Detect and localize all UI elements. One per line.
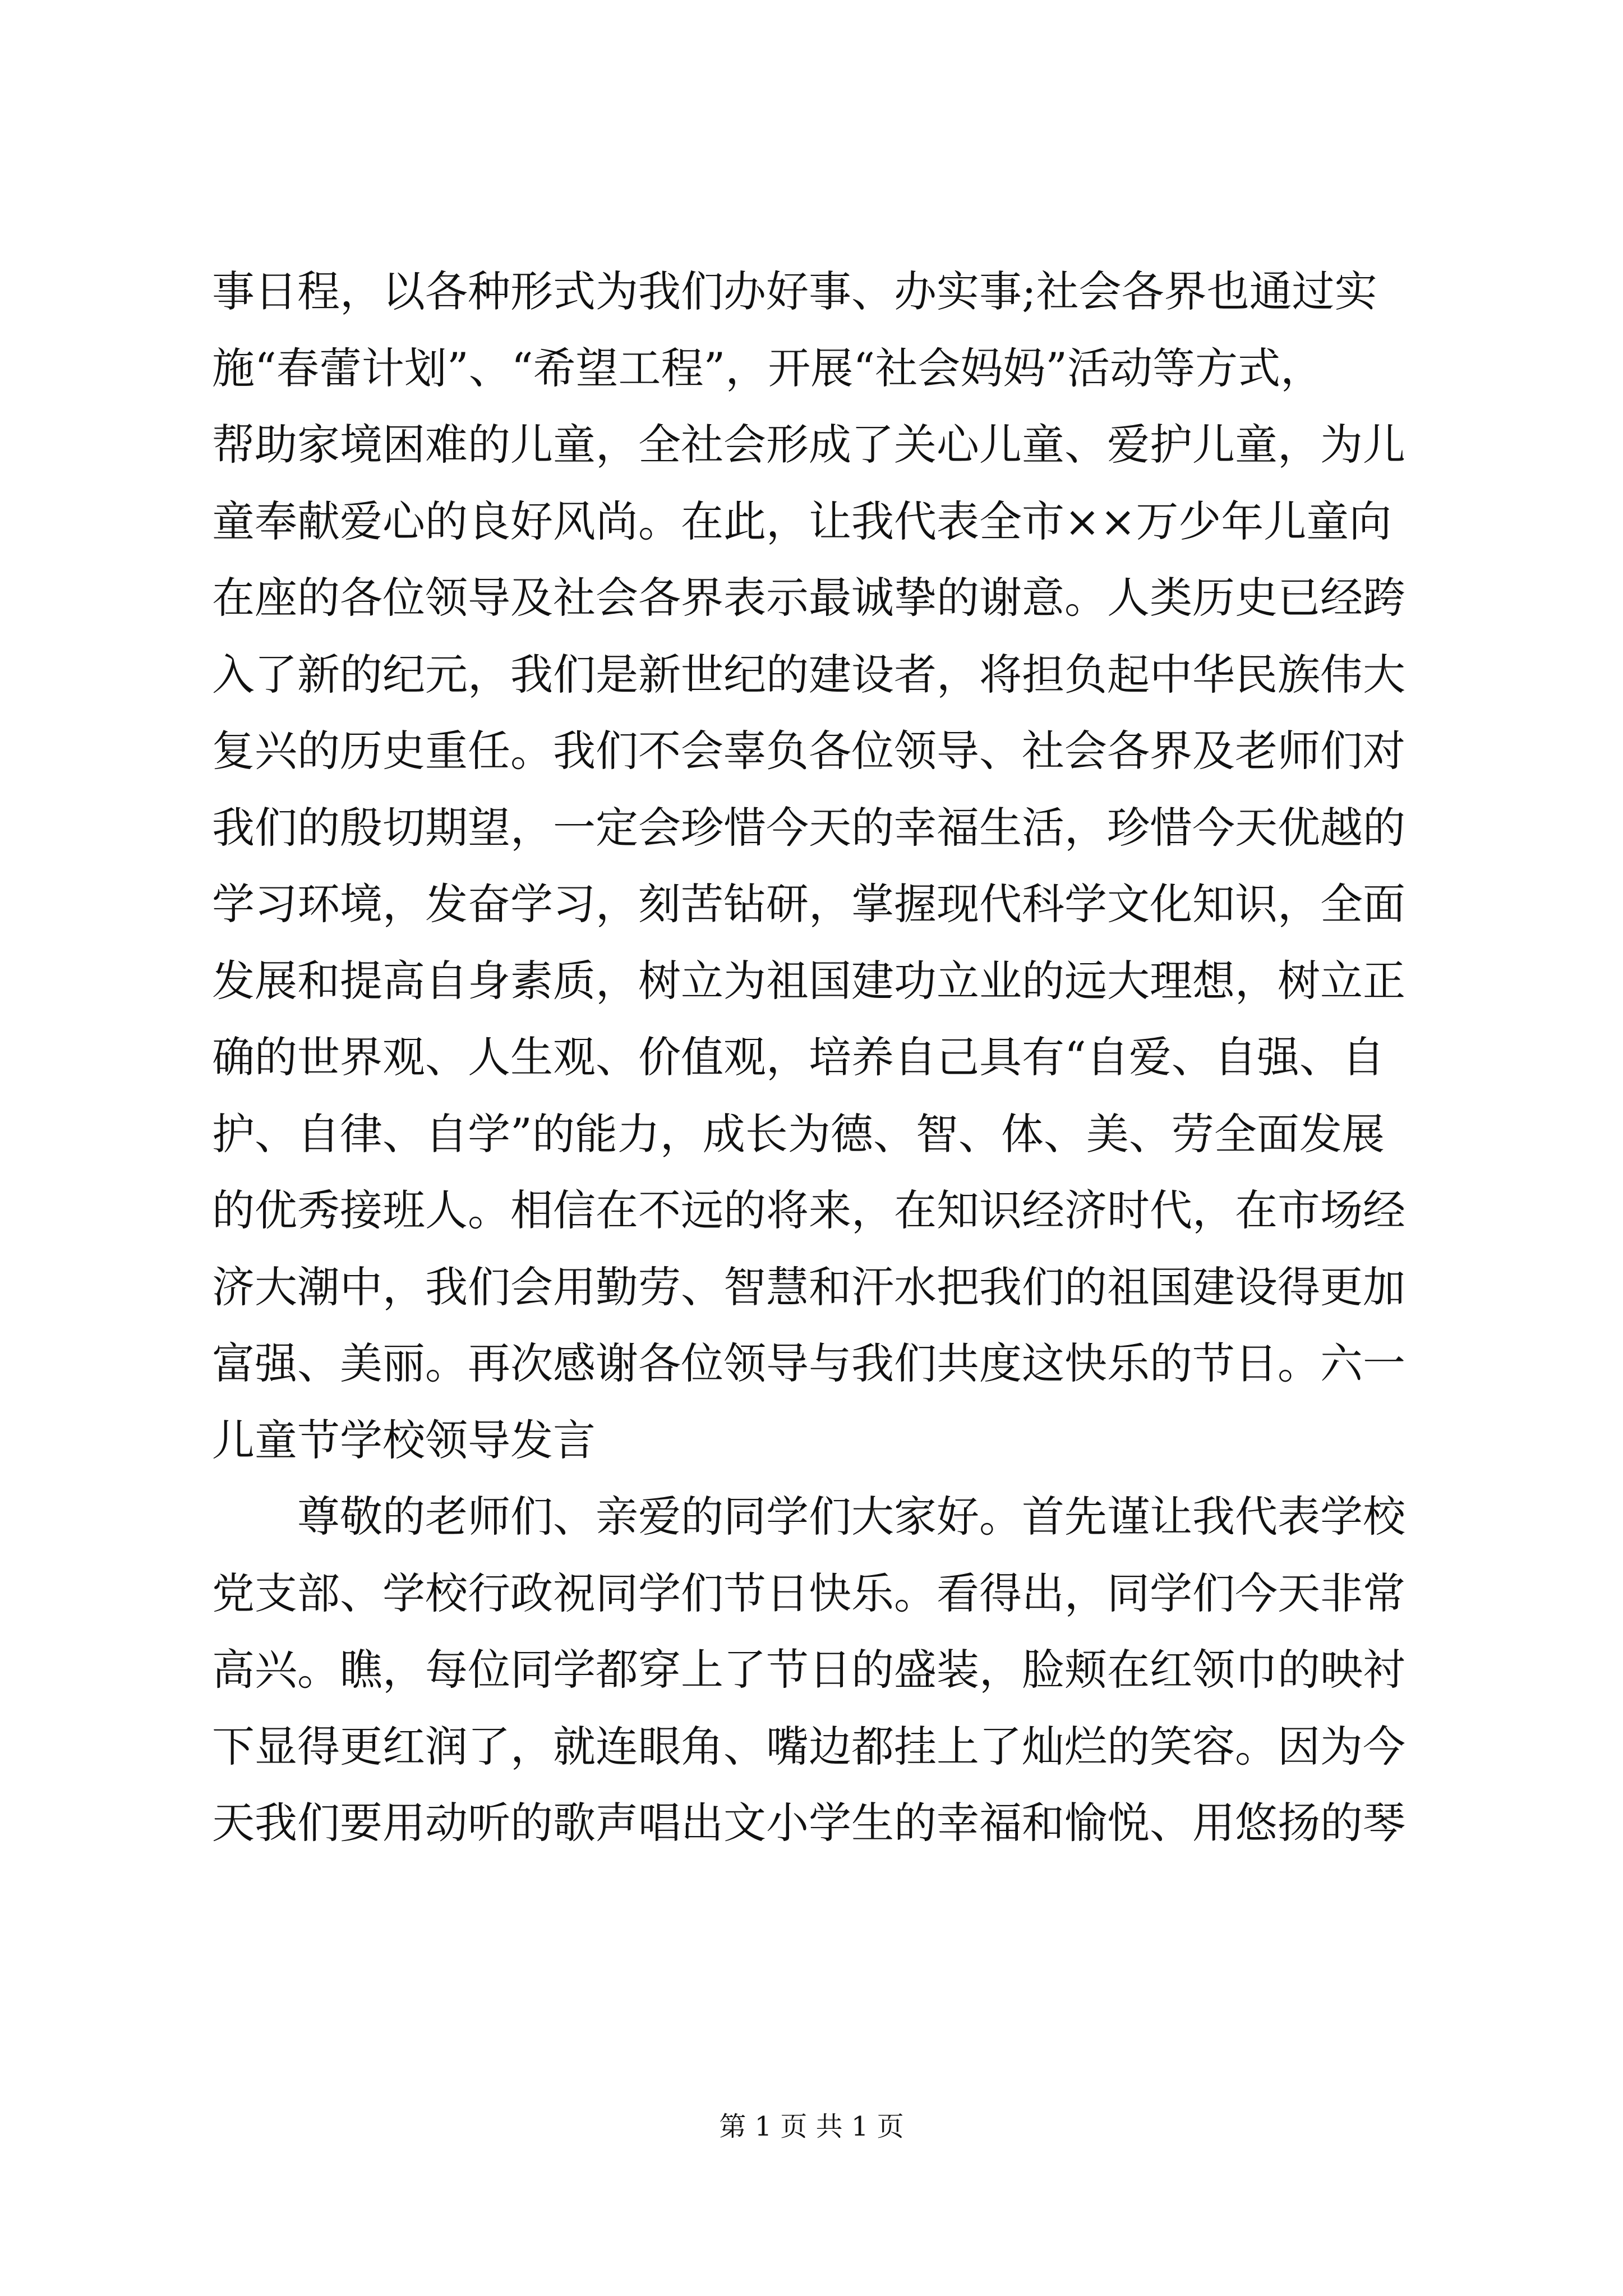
text-line: 帮助家境困难的儿童，全社会形成了关心儿童、爱护儿童，为儿	[212, 420, 1405, 470]
page-number-footer: 第 1 页 共 1 页	[719, 2111, 904, 2142]
text-line: 学习环境，发奋学习，刻苦钻研，掌握现代科学文化知识，全面	[212, 879, 1405, 929]
text-line: 的优秀接班人。相信在不远的将来，在知识经济时代，在市场经	[212, 1185, 1405, 1235]
text-line: 复兴的历史重任。我们不会辜负各位领导、社会各界及老师们对	[212, 726, 1405, 776]
body-text	[212, 254, 1423, 1862]
text-line: 入了新的纪元，我们是新世纪的建设者，将担负起中华民族伟大	[212, 649, 1405, 700]
text-line: 党支部、学校行政祝同学们节日快乐。看得出，同学们今天非常	[212, 1568, 1405, 1618]
text-line: 天我们要用动听的歌声唱出文小学生的幸福和愉悦、用悠扬的琴	[212, 1798, 1405, 1848]
text-line: 发展和提高自身素质，树立为祖国建功立业的远大理想，树立正	[212, 955, 1405, 1006]
section-heading-line: 儿童节学校领导发言	[212, 1415, 596, 1465]
text-line: 富强、美丽。再次感谢各位领导与我们共度这快乐的节日。六一	[212, 1338, 1405, 1388]
text-line: 济大潮中，我们会用勤劳、智慧和汗水把我们的祖国建设得更加	[212, 1262, 1405, 1312]
text-line: 施“春蕾计划”、“希望工程”，开展“社会妈妈”活动等方式，	[212, 343, 1324, 393]
text-line: 确的世界观、人生观、价值观，培养自己具有“自爱、自强、自	[212, 1032, 1385, 1082]
paragraph-first-line: 尊敬的老师们、亲爱的同学们大家好。首先谨让我代表学校	[212, 1492, 1405, 1542]
text-line: 在座的各位领导及社会各界表示最诚挚的谢意。人类历史已经跨	[212, 573, 1405, 623]
text-line: 童奉献爱心的良好风尚。在此，让我代表全市××万少年儿童向	[212, 496, 1392, 546]
text-line: 下显得更红润了，就连眼角、嘴边都挂上了灿烂的笑容。因为今	[212, 1721, 1405, 1772]
text-line: 事日程，以各种形式为我们办好事、办实事;社会各界也通过实	[212, 266, 1377, 316]
text-line: 我们的殷切期望，一定会珍惜今天的幸福生活，珍惜今天优越的	[212, 802, 1405, 853]
text-line: 高兴。瞧，每位同学都穿上了节日的盛装，脸颊在红领巾的映衬	[212, 1645, 1405, 1695]
text-line: 护、自律、自学”的能力，成长为德、智、体、美、劳全面发展	[212, 1108, 1385, 1159]
